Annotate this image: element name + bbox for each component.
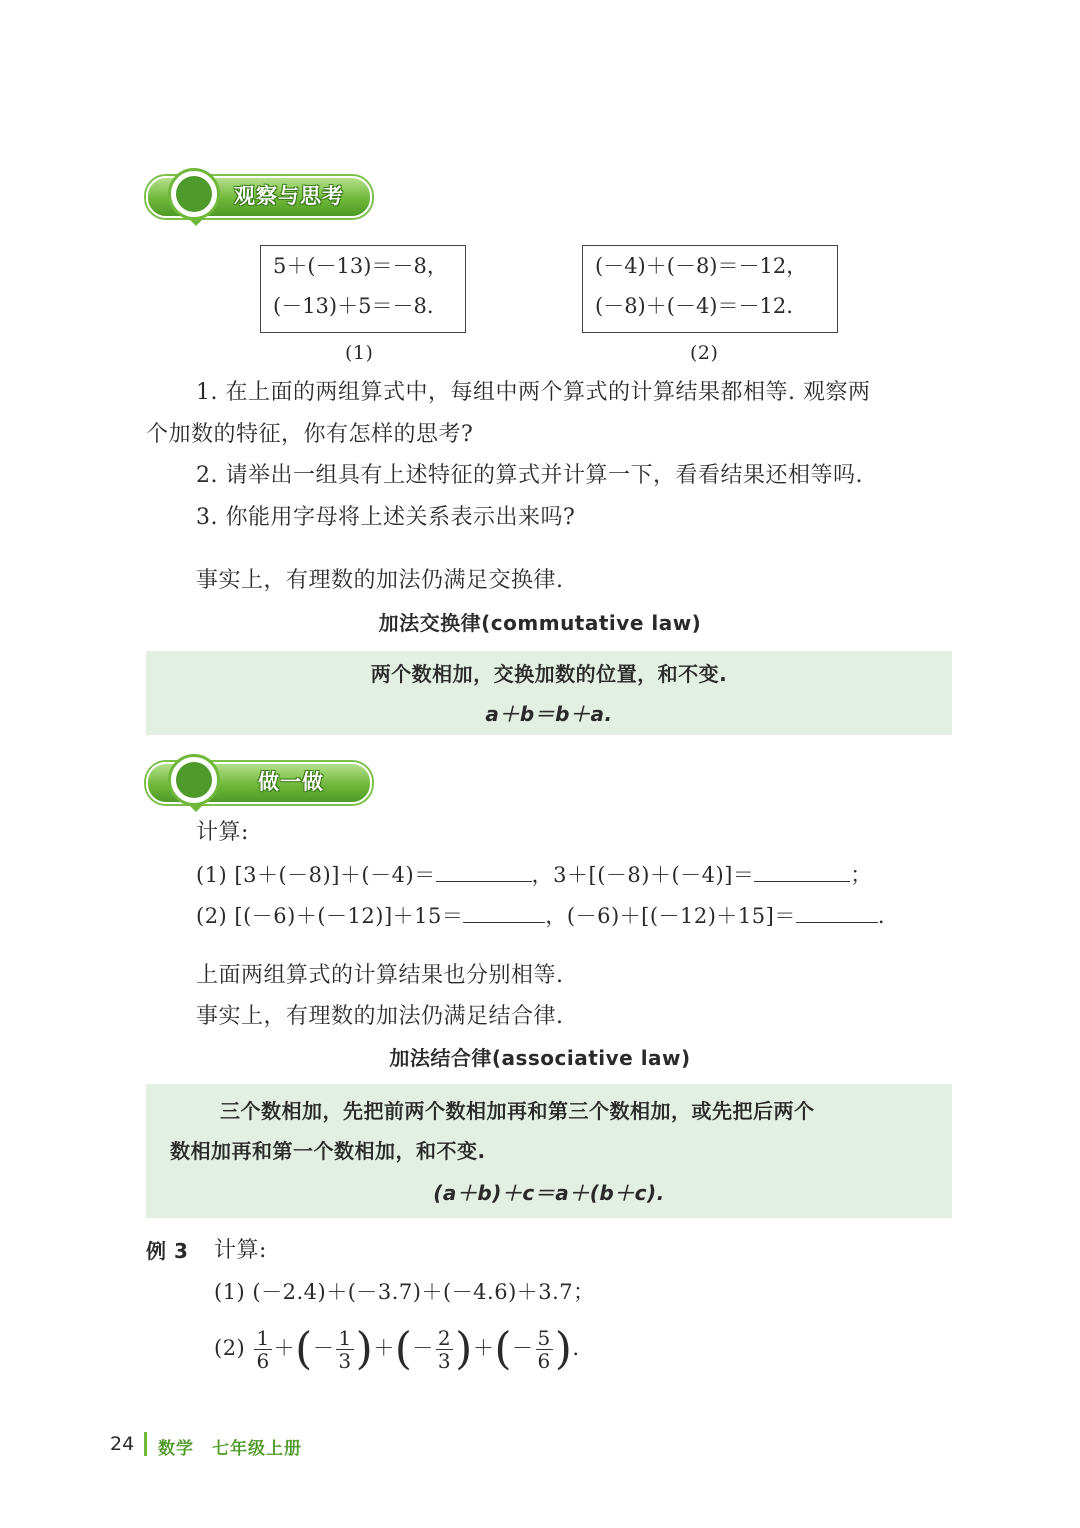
commutative-title: 加法交换律(commutative law) (378, 611, 702, 635)
banner-pointer (188, 804, 204, 812)
equation-line: 5＋(－13)＝－8， (273, 254, 448, 278)
paren: ( (494, 1323, 512, 1375)
associative-rule-line1: 三个数相加，先把前两个数相加再和第三个数相加，或先把后两个 (220, 1099, 815, 1123)
footer-grade: 七年级上册 (212, 1439, 302, 1459)
footer-divider (144, 1432, 147, 1456)
minus-sign: － (512, 1336, 534, 1360)
banner-pointer (188, 218, 204, 226)
question-2: 2. 请举出一组具有上述特征的算式并计算一下，看看结果还相等吗. (196, 463, 863, 488)
answer-blank[interactable] (754, 861, 850, 882)
plus-sign: ＋ (273, 1336, 296, 1360)
exercise-punct: ； (850, 863, 872, 887)
question-1-line2: 个加数的特征，你有怎样的思考? (146, 422, 474, 447)
commutative-formula: a＋b＝b＋a. (485, 702, 613, 726)
exercise-expression: ，(－6)＋[(－12)＋15]＝ (545, 904, 796, 928)
equation-box-2 (582, 245, 838, 333)
associative-law-box (146, 1084, 952, 1218)
fraction: $\frac{5}{6}$ (537, 1326, 551, 1373)
example-label: 例 3 (146, 1239, 189, 1263)
footer-subject: 数学 (158, 1439, 194, 1459)
equation-caption-1: (1) (345, 342, 374, 364)
banner-label: 观察与思考 (234, 184, 344, 208)
banner-label: 做一做 (258, 770, 324, 794)
exercise-expression: (2) [(－6)＋(－12)]＋15＝ (196, 904, 464, 928)
question-1-line1: 1. 在上面的两组算式中，每组中两个算式的计算结果都相等. 观察两 (196, 380, 871, 405)
exercise-prompt: 计算: (196, 820, 249, 845)
paren: ) (554, 1323, 573, 1375)
equation-box-1 (260, 245, 466, 333)
fraction: $\frac{1}{6}$ (256, 1326, 270, 1373)
exercise-expression: ，3＋[(－8)＋(－4)]＝ (531, 863, 755, 887)
paren: ( (394, 1323, 413, 1375)
associative-title: 加法结合律(associative law) (389, 1046, 691, 1070)
associative-intro: 事实上，有理数的加法仍满足结合律. (196, 1004, 564, 1029)
exercise-punct: . (877, 904, 886, 928)
item-label: (2) (214, 1336, 246, 1360)
example-item-1: (1) (－2.4)＋(－3.7)＋(－4.6)＋3.7； (214, 1280, 595, 1304)
minus-sign: － (312, 1336, 335, 1360)
fraction: $\frac{1}{3}$ (338, 1326, 352, 1373)
equation-line: (－13)＋5＝－8. (273, 294, 434, 318)
answer-blank[interactable] (796, 902, 878, 923)
reader-icon (168, 168, 220, 220)
paren: ) (355, 1323, 374, 1375)
plus-sign: ＋ (373, 1336, 395, 1360)
period: . (572, 1336, 580, 1360)
answer-blank[interactable] (436, 861, 532, 882)
equation-line: (－4)＋(－8)＝－12， (595, 254, 808, 278)
hand-icon (168, 754, 220, 806)
exercise-row-2 (196, 901, 885, 931)
plus-sign: ＋ (472, 1336, 495, 1360)
try-it-banner (146, 758, 376, 804)
exercise-expression: (1) [3＋(－8)]＋(－4)＝ (196, 863, 436, 887)
minus-sign: － (412, 1336, 434, 1360)
exercise-row-1 (196, 860, 872, 890)
page-number: 24 (110, 1433, 135, 1455)
answer-blank[interactable] (463, 902, 545, 923)
associative-rule-line2: 数相加再和第一个数相加，和不变. (170, 1139, 486, 1163)
commutative-law-box (146, 651, 952, 735)
associative-formula: (a＋b)＋c＝a＋(b＋c). (433, 1181, 665, 1205)
example-item-2 (214, 1320, 580, 1376)
associative-note: 上面两组算式的计算结果也分别相等. (196, 963, 564, 988)
equation-caption-2: (2) (690, 342, 719, 364)
observe-think-banner (146, 172, 376, 218)
equation-line: (－8)＋(－4)＝－12. (595, 294, 793, 318)
example-prompt: 计算: (214, 1238, 267, 1263)
fraction: $\frac{2}{3}$ (437, 1326, 452, 1373)
paren: ( (295, 1323, 313, 1375)
commutative-rule: 两个数相加，交换加数的位置，和不变. (370, 662, 728, 686)
question-3: 3. 你能用字母将上述关系表示出来吗? (196, 505, 576, 530)
paren: ) (455, 1323, 473, 1375)
commutative-intro: 事实上，有理数的加法仍满足交换律. (196, 568, 564, 593)
